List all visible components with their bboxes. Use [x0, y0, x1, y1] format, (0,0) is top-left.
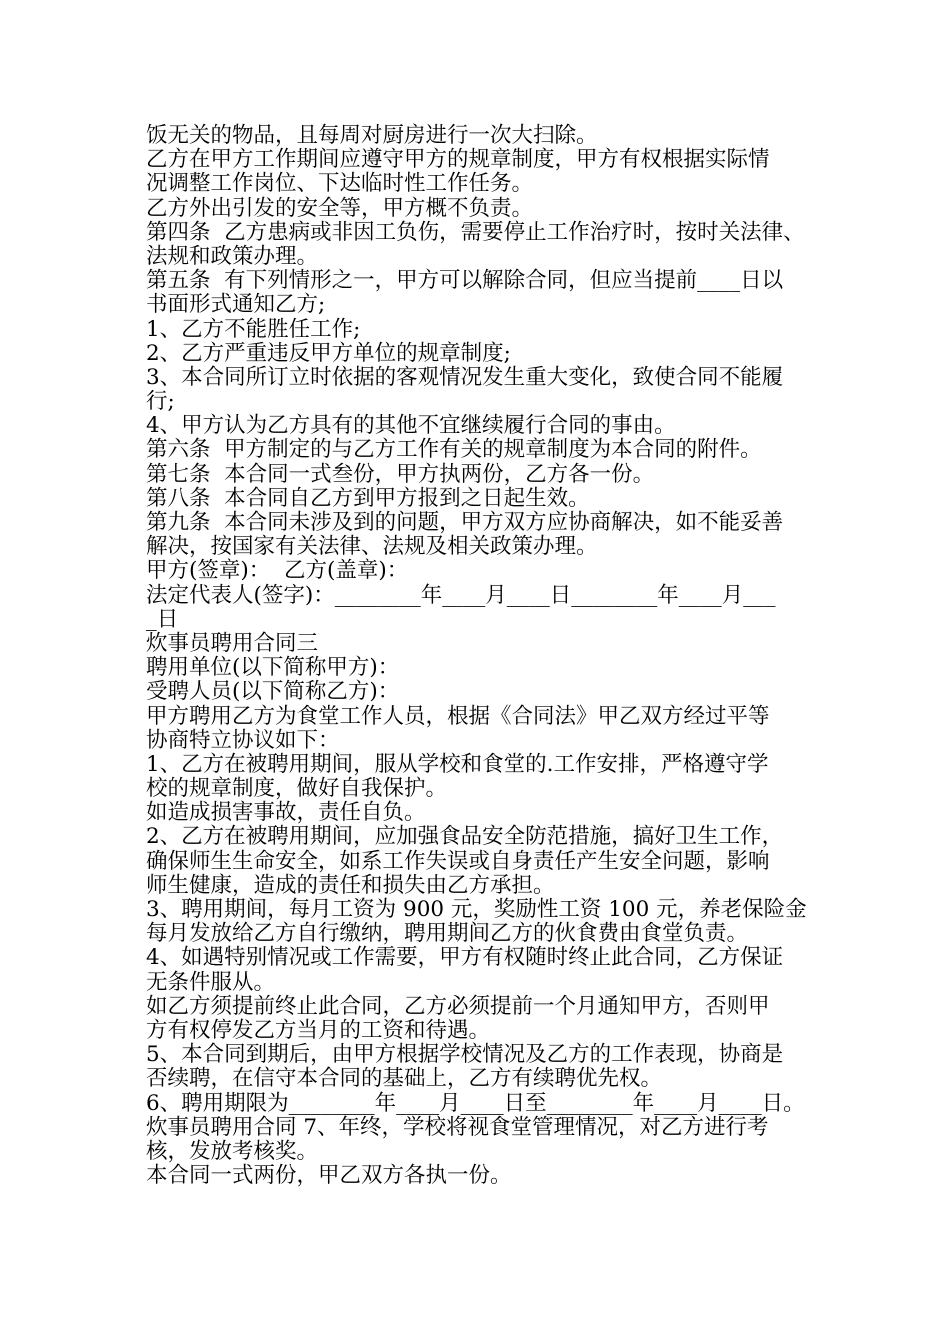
document-page: [146, 0, 826, 1188]
text-line: 师生健康，造成的责任和损失由乙方承担。: [146, 872, 555, 898]
text-line: 乙方在甲方工作期间应遵守甲方的规章制度，甲方有权根据实际情: [146, 147, 770, 173]
text-line: 况调整工作岗位、下达临时性工作任务。: [146, 171, 534, 197]
date-signature-line: 法定代表人(签字)：________年____月____日________年____月___: [146, 582, 776, 608]
text-line: 协商特立协议如下：: [146, 727, 340, 753]
text-line: 方有权停发乙方当月的工资和待遇。: [146, 1017, 491, 1043]
text-line: 否续聘，在信守本合同的基础上，乙方有续聘优先权。: [146, 1066, 663, 1092]
text-line: 行;: [146, 389, 175, 415]
text-line: 乙方外出引发的安全等，甲方概不负责。: [146, 195, 534, 221]
signature-line: 甲方(签章)： 乙方(盖章)：: [146, 558, 409, 584]
text-line: 每月发放给乙方自行缴纳，聘用期间乙方的伙食费由食堂负责。: [146, 921, 749, 947]
text-line: 书面形式通知乙方;: [146, 292, 326, 318]
list-item: 4、甲方认为乙方具有的其他不宜继续履行合同的事由。: [146, 413, 676, 439]
employee-field: 受聘人员(以下简称乙方)：: [146, 679, 400, 705]
article-8-heading: 第八条 本合同自乙方到甲方报到之日起生效。: [146, 485, 590, 511]
list-item: 2、乙方在被聘用期间，应加强食品安全防范措施，搞好卫生工作，: [146, 824, 784, 850]
text-line: 如乙方须提前终止此合同，乙方必须提前一个月通知甲方，否则甲: [146, 993, 770, 1019]
list-item: 1、乙方在被聘用期间，服从学校和食堂的.工作安排，严格遵守学: [146, 751, 769, 777]
article-6-heading: 第六条 甲方制定的与乙方工作有关的规章制度为本合同的附件。: [146, 437, 762, 463]
text-line: _日: [146, 606, 179, 632]
list-item: 1、乙方不能胜任工作;: [146, 316, 361, 342]
text-line: 如造成损害事故，责任自负。: [146, 800, 426, 826]
text-line: 饭无关的物品，且每周对厨房进行一次大扫除。: [146, 123, 598, 148]
text-line: 校的规章制度，做好自我保护。: [146, 776, 448, 802]
contract-title: 炊事员聘用合同三: [146, 630, 319, 656]
list-item: 3、本合同所订立时依据的客观情况发生重大变化，致使合同不能履: [146, 364, 784, 390]
text-line: 解决，按国家有关法律、法规及相关政策办理。: [146, 534, 598, 560]
article-4-heading: 第四条 乙方患病或非因工负伤，需要停止工作治疗时，按时关法律、: [146, 219, 805, 245]
text-line: 无条件服从。: [146, 969, 276, 995]
list-item: 5、本合同到期后，由甲方根据学校情况及乙方的工作表现，协商是: [146, 1042, 784, 1068]
list-item: 3、聘用期间，每月工资为 900 元，奖励性工资 100 元，养老保险金: [146, 897, 807, 922]
list-item: 6、聘用期限为________年____月____日至________年____月____日。: [146, 1090, 805, 1116]
text-line: 炊事员聘用合同 7、年终，学校将视食堂管理情况，对乙方进行考: [146, 1114, 769, 1140]
article-9-heading: 第九条 本合同未涉及到的问题，甲方双方应协商解决，如不能妥善: [146, 510, 784, 535]
text-line: 甲方聘用乙方为食堂工作人员，根据《合同法》甲乙双方经过平等: [146, 703, 770, 729]
text-line: 核，发放考核奖。: [146, 1138, 319, 1164]
list-item: 2、乙方严重违反甲方单位的规章制度;: [146, 340, 511, 366]
employer-field: 聘用单位(以下简称甲方)：: [146, 655, 400, 681]
list-item: 4、如遇特别情况或工作需要，甲方有权随时终止此合同，乙方保证: [146, 945, 784, 971]
text-line: 法规和政策办理。: [146, 243, 319, 269]
article-5-heading: 第五条 有下列情形之一，甲方可以解除合同，但应当提前____日以: [146, 268, 784, 294]
text-line: 本合同一式两份，甲乙双方各执一份。: [146, 1163, 512, 1189]
text-line: 确保师生生命安全，如系工作失误或自身责任产生安全问题，影响: [146, 848, 770, 874]
article-7-heading: 第七条 本合同一式叁份，甲方执两份，乙方各一份。: [146, 461, 655, 487]
